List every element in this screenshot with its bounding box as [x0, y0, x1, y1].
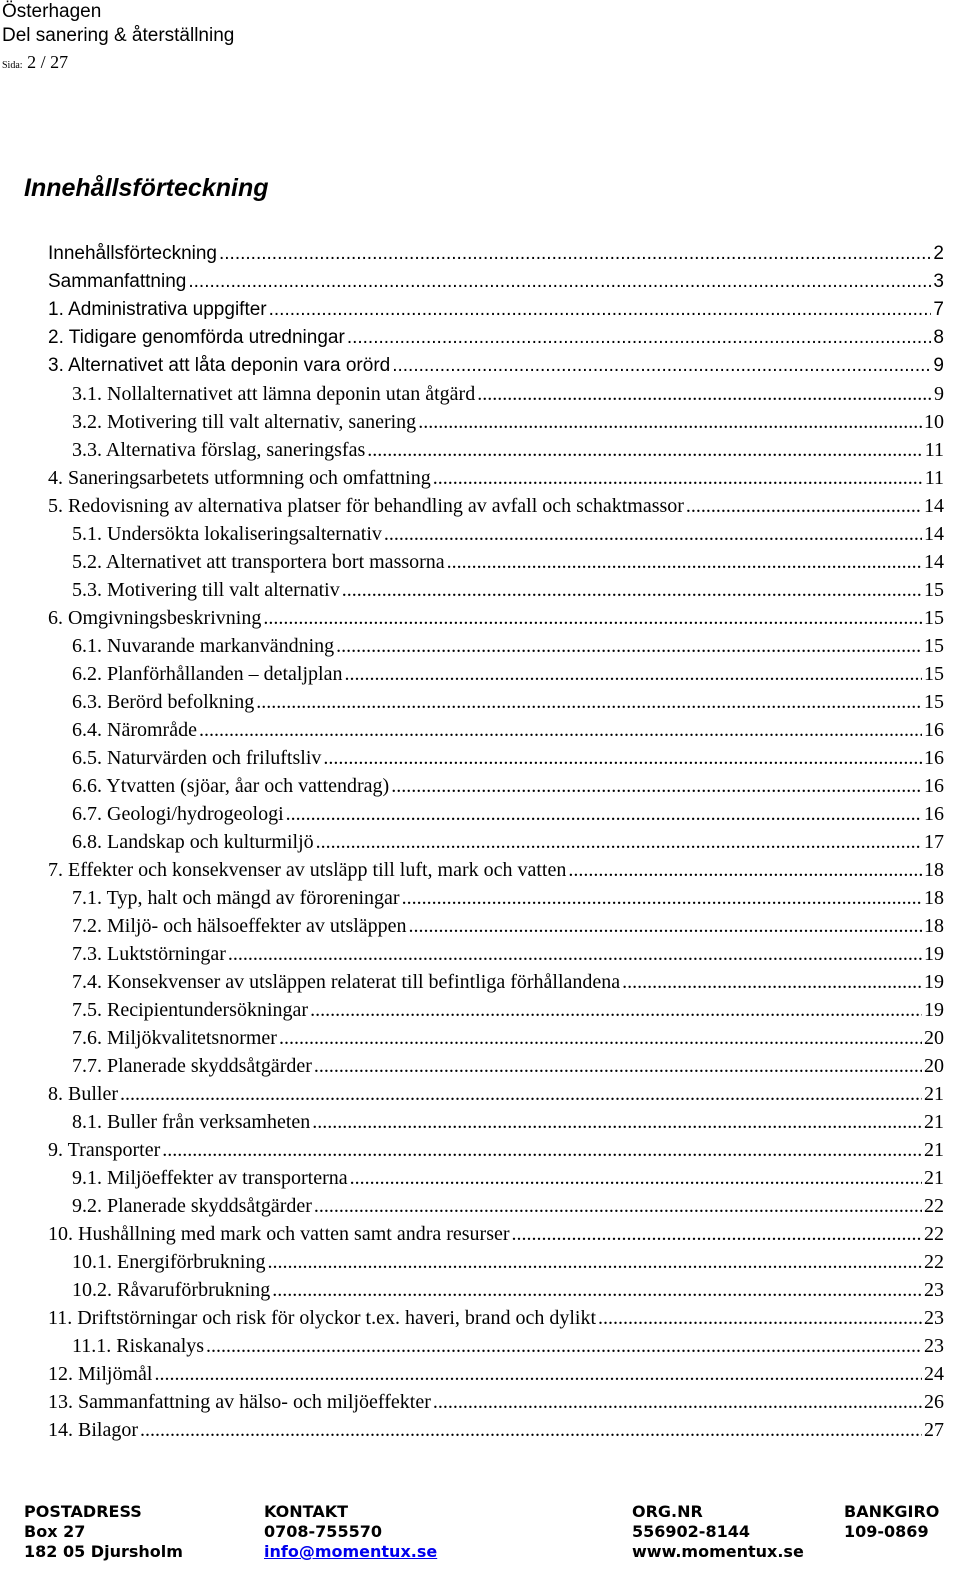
toc-entry-label: 8. Buller — [48, 1083, 118, 1105]
toc-entry-label: 4. Saneringsarbetets utformning och omfattning — [48, 467, 431, 489]
toc-entry-page: 23 — [924, 1307, 944, 1329]
header-project-name: Österhagen — [2, 1, 102, 22]
footer-postadress — [24, 1502, 183, 1562]
toc-entry[interactable] — [48, 1220, 944, 1248]
toc-dot-leader — [391, 772, 922, 800]
toc-dot-leader — [433, 464, 923, 492]
toc-dot-leader — [279, 1024, 922, 1052]
toc-dot-leader — [154, 1360, 922, 1388]
toc-dot-leader — [120, 1080, 922, 1108]
toc-entry-label: 11. Driftstörningar och risk för olyckor t.ex. haveri, brand och dylikt — [48, 1307, 597, 1329]
toc-dot-leader — [228, 940, 922, 968]
footer-orgnr-heading: ORG.NR — [632, 1502, 703, 1521]
toc-entry-label: Innehållsförteckning — [48, 243, 217, 264]
toc-entry-page: 24 — [924, 1363, 944, 1385]
toc-dot-leader — [316, 828, 922, 856]
toc-entry-page: 11 — [924, 439, 944, 461]
toc-entry-label: 6.6. Ytvatten (sjöar, åar och vattendrag) — [72, 775, 390, 797]
toc-dot-leader — [622, 968, 922, 996]
toc-dot-leader — [598, 1304, 922, 1332]
page-number-label: Sida: — [2, 60, 23, 71]
toc-entry[interactable] — [72, 940, 944, 968]
footer-orgnr-value: 556902-8144 — [632, 1522, 750, 1541]
toc-dot-leader — [263, 604, 922, 632]
toc-entry-page: 23 — [924, 1279, 944, 1301]
toc-title: Innehållsförteckning — [24, 174, 269, 202]
toc-entry-page: 9 — [934, 383, 944, 405]
toc-dot-leader — [269, 296, 932, 324]
toc-dot-leader — [268, 1248, 923, 1276]
page-header — [2, 0, 235, 72]
toc-entry[interactable] — [72, 1024, 944, 1052]
toc-entry[interactable] — [48, 464, 944, 492]
toc-dot-leader — [206, 1332, 922, 1360]
header-document-part: Del sanering & återställning — [2, 25, 235, 46]
toc-entry-page: 23 — [924, 1335, 944, 1357]
toc-entry-page: 21 — [924, 1139, 944, 1161]
footer-orgnr — [632, 1502, 804, 1562]
toc-entry-label: 3.2. Motivering till valt alternativ, sanering — [72, 411, 417, 433]
toc-entry-label: 7.2. Miljö- och hälsoeffekter av utsläppen — [72, 915, 407, 937]
toc-entry-label: 6.2. Planförhållanden – detaljplan — [72, 663, 343, 685]
toc-entry-label: 10.2. Råvaruförbrukning — [72, 1279, 271, 1301]
footer-postadress-line1: Box 27 — [24, 1522, 86, 1541]
toc-entry[interactable] — [48, 604, 944, 632]
toc-entry-page: 18 — [924, 859, 944, 881]
toc-dot-leader — [568, 856, 922, 884]
toc-entry-page: 19 — [924, 943, 944, 965]
footer-email-link[interactable]: info@momentux.se — [264, 1542, 438, 1561]
footer-kontakt-phone: 0708-755570 — [264, 1522, 382, 1541]
toc-entry-label: 12. Miljömål — [48, 1363, 153, 1385]
toc-entry[interactable] — [48, 492, 944, 520]
toc-entry-page: 15 — [924, 607, 944, 629]
toc-entry[interactable] — [72, 884, 944, 912]
footer-bankgiro — [844, 1502, 939, 1542]
toc-entry-label: 9.1. Miljöeffekter av transporterna — [72, 1167, 348, 1189]
toc-entry-page: 20 — [924, 1027, 944, 1049]
toc-entry-page: 7 — [933, 299, 944, 320]
toc-dot-leader — [188, 268, 931, 296]
toc-entry-page: 16 — [924, 719, 944, 741]
toc-dot-leader — [477, 380, 932, 408]
toc-entry[interactable] — [72, 632, 944, 660]
toc-entry-page: 18 — [924, 887, 944, 909]
toc-dot-leader — [512, 1220, 922, 1248]
toc-entry[interactable] — [48, 240, 944, 268]
toc-entry-label: 7.1. Typ, halt och mängd av föroreningar — [72, 887, 400, 909]
toc-entry-label: 9. Transporter — [48, 1139, 161, 1161]
toc-dot-leader — [323, 744, 922, 772]
toc-dot-leader — [347, 324, 932, 352]
toc-dot-leader — [314, 1192, 922, 1220]
toc-entry[interactable] — [72, 1192, 944, 1220]
toc-entry-page: 14 — [924, 551, 944, 573]
toc-entry[interactable] — [72, 744, 944, 772]
toc-entry[interactable] — [48, 1136, 944, 1164]
toc-entry-page: 27 — [924, 1419, 944, 1441]
toc-entry[interactable] — [72, 380, 944, 408]
toc-entry[interactable] — [72, 996, 944, 1024]
toc-entry[interactable] — [48, 268, 944, 296]
toc-dot-leader — [342, 576, 922, 604]
toc-dot-leader — [199, 716, 922, 744]
toc-entry-label: 7.4. Konsekvenser av utsläppen relaterat till befintliga förhållandena — [72, 971, 621, 993]
toc-entry-page: 21 — [924, 1083, 944, 1105]
toc-entry-label: 7.6. Miljökvalitetsnormer — [72, 1027, 277, 1049]
page-number — [2, 52, 68, 73]
footer-bankgiro-heading: BANKGIRO — [844, 1502, 940, 1521]
toc-entry[interactable] — [48, 1080, 944, 1108]
toc-entry-label: 5.1. Undersökta lokaliseringsalternativ — [72, 523, 382, 545]
toc-entry[interactable] — [48, 1416, 944, 1444]
toc-dot-leader — [272, 1276, 922, 1304]
toc-entry[interactable] — [72, 688, 944, 716]
footer-postadress-heading: POSTADRESS — [24, 1502, 142, 1521]
toc-entry-label: 10. Hushållning med mark och vatten samt andra resurser — [48, 1223, 510, 1245]
toc-entry-page: 2 — [933, 243, 944, 264]
toc-dot-leader — [286, 800, 922, 828]
toc-entry[interactable] — [48, 1360, 944, 1388]
toc-entry[interactable] — [72, 436, 944, 464]
footer-postadress-line2: 182 05 Djursholm — [24, 1542, 183, 1561]
toc-entry[interactable] — [72, 408, 944, 436]
toc-entry-label: 5. Redovisning av alternativa platser för behandling av avfall och schaktmassor — [48, 495, 684, 517]
toc-entry-label: 6.8. Landskap och kulturmiljö — [72, 831, 314, 853]
toc-entry-page: 22 — [924, 1195, 944, 1217]
footer-bankgiro-value: 109-0869 — [844, 1522, 929, 1541]
toc-entry[interactable] — [72, 912, 944, 940]
toc-entry-page: 3 — [933, 271, 944, 292]
footer-kontakt — [264, 1502, 437, 1562]
toc-entry-label: 14. Bilagor — [48, 1419, 138, 1441]
toc-entry[interactable] — [72, 520, 944, 548]
toc-entry-label: 6.5. Naturvärden och friluftsliv — [72, 747, 322, 769]
toc-entry-label: 7.7. Planerade skyddsåtgärder — [72, 1055, 312, 1077]
toc-dot-leader — [447, 548, 922, 576]
toc-entry-label: 2. Tidigare genomförda utredningar — [48, 327, 345, 348]
toc-entry-page: 16 — [924, 747, 944, 769]
toc-entry-page: 19 — [924, 999, 944, 1021]
toc-entry-label: 8.1. Buller från verksamheten — [72, 1111, 311, 1133]
toc-entry[interactable] — [72, 772, 944, 800]
toc-dot-leader — [402, 884, 922, 912]
toc-entry-label: 6.3. Berörd befolkning — [72, 691, 255, 713]
toc-entry-label: 6. Omgivningsbeskrivning — [48, 607, 262, 629]
toc-entry[interactable] — [72, 1332, 944, 1360]
toc-entry-label: 5.2. Alternativet att transportera bort massorna — [72, 551, 445, 573]
toc-entry-label: 1. Administrativa uppgifter — [48, 299, 267, 320]
toc-entry-page: 14 — [924, 523, 944, 545]
toc-dot-leader — [219, 240, 931, 268]
toc-dot-leader — [367, 436, 922, 464]
toc-dot-leader — [384, 520, 922, 548]
toc-dot-leader — [310, 996, 922, 1024]
toc-dot-leader — [344, 660, 922, 688]
toc-entry-page: 19 — [924, 971, 944, 993]
toc-entry[interactable] — [48, 1304, 944, 1332]
toc-entry[interactable] — [72, 968, 944, 996]
toc-dot-leader — [140, 1416, 922, 1444]
toc-entry-label: 3. Alternativet att låta deponin vara orörd — [48, 355, 391, 376]
toc-entry-page: 17 — [924, 831, 944, 853]
toc-entry[interactable] — [48, 324, 944, 352]
toc-entry[interactable] — [72, 1108, 944, 1136]
toc-dot-leader — [256, 688, 922, 716]
toc-dot-leader — [686, 492, 922, 520]
toc-entry-label: 3.1. Nollalternativet att lämna deponin utan åtgärd — [72, 383, 476, 405]
toc-entry[interactable] — [48, 352, 944, 380]
toc-dot-leader — [433, 1388, 922, 1416]
toc-entry-label: 6.1. Nuvarande markanvändning — [72, 635, 335, 657]
toc-entry-label: 6.7. Geologi/hydrogeologi — [72, 803, 284, 825]
toc-entry-label: 5.3. Motivering till valt alternativ — [72, 579, 340, 601]
toc-entry[interactable] — [72, 548, 944, 576]
toc-entry-page: 9 — [933, 355, 944, 376]
toc-entry-label: 13. Sammanfattning av hälso- och miljöeffekter — [48, 1391, 431, 1413]
toc-entry[interactable] — [72, 800, 944, 828]
toc-entry-page: 21 — [924, 1167, 944, 1189]
toc-entry-page: 16 — [924, 775, 944, 797]
toc-entry-page: 8 — [933, 327, 944, 348]
toc-dot-leader — [314, 1052, 922, 1080]
toc-entry-label: 11.1. Riskanalys — [72, 1335, 205, 1357]
toc-entry[interactable] — [72, 576, 944, 604]
toc-entry-page: 15 — [924, 691, 944, 713]
toc-dot-leader — [392, 352, 931, 380]
toc-entry[interactable] — [48, 296, 944, 324]
toc-entry-page: 22 — [924, 1251, 944, 1273]
toc-entry-label: 7.3. Luktstörningar — [72, 943, 226, 965]
toc-entry-page: 15 — [924, 635, 944, 657]
toc-entry-label: 7.5. Recipientundersökningar — [72, 999, 309, 1021]
toc-entry-page: 18 — [924, 915, 944, 937]
toc-entry-page: 15 — [924, 663, 944, 685]
toc-entry[interactable] — [48, 1388, 944, 1416]
toc-dot-leader — [162, 1136, 922, 1164]
footer-website-link[interactable]: www.momentux.se — [632, 1542, 804, 1561]
toc-entry-page: 14 — [924, 495, 944, 517]
toc-dot-leader — [350, 1164, 922, 1192]
toc-entry-page: 10 — [924, 411, 944, 433]
toc-entry-page: 20 — [924, 1055, 944, 1077]
page-footer — [0, 1502, 960, 1591]
toc-entry-page: 22 — [924, 1223, 944, 1245]
toc-entry-page: 11 — [924, 467, 944, 489]
toc-entry-label: 6.4. Närområde — [72, 719, 197, 741]
toc-entry[interactable] — [72, 828, 944, 856]
toc-dot-leader — [312, 1108, 922, 1136]
page-number-value: 2 / 27 — [27, 52, 69, 72]
toc-entry-label: 10.1. Energiförbrukning — [72, 1251, 266, 1273]
toc-entry[interactable] — [72, 1164, 944, 1192]
footer-kontakt-heading: KONTAKT — [264, 1502, 349, 1521]
toc-entry-page: 26 — [924, 1391, 944, 1413]
toc-entry-page: 15 — [924, 579, 944, 601]
toc-dot-leader — [409, 912, 922, 940]
toc-entry-label: 9.2. Planerade skyddsåtgärder — [72, 1195, 312, 1217]
toc-entry-page: 21 — [924, 1111, 944, 1133]
toc-entry[interactable] — [72, 1052, 944, 1080]
toc-entry-label: 7. Effekter och konsekvenser av utsläpp till luft, mark och vatten — [48, 859, 567, 881]
toc-entry[interactable] — [72, 660, 944, 688]
toc-dot-leader — [336, 632, 922, 660]
toc-entry-label: Sammanfattning — [48, 271, 187, 292]
toc-dot-leader — [418, 408, 922, 436]
toc-entry[interactable] — [48, 856, 944, 884]
toc-entry[interactable] — [72, 716, 944, 744]
toc-entry-page: 16 — [924, 803, 944, 825]
toc-entry[interactable] — [72, 1276, 944, 1304]
toc-entry-label: 3.3. Alternativa förslag, saneringsfas — [72, 439, 366, 461]
toc-entry[interactable] — [72, 1248, 944, 1276]
